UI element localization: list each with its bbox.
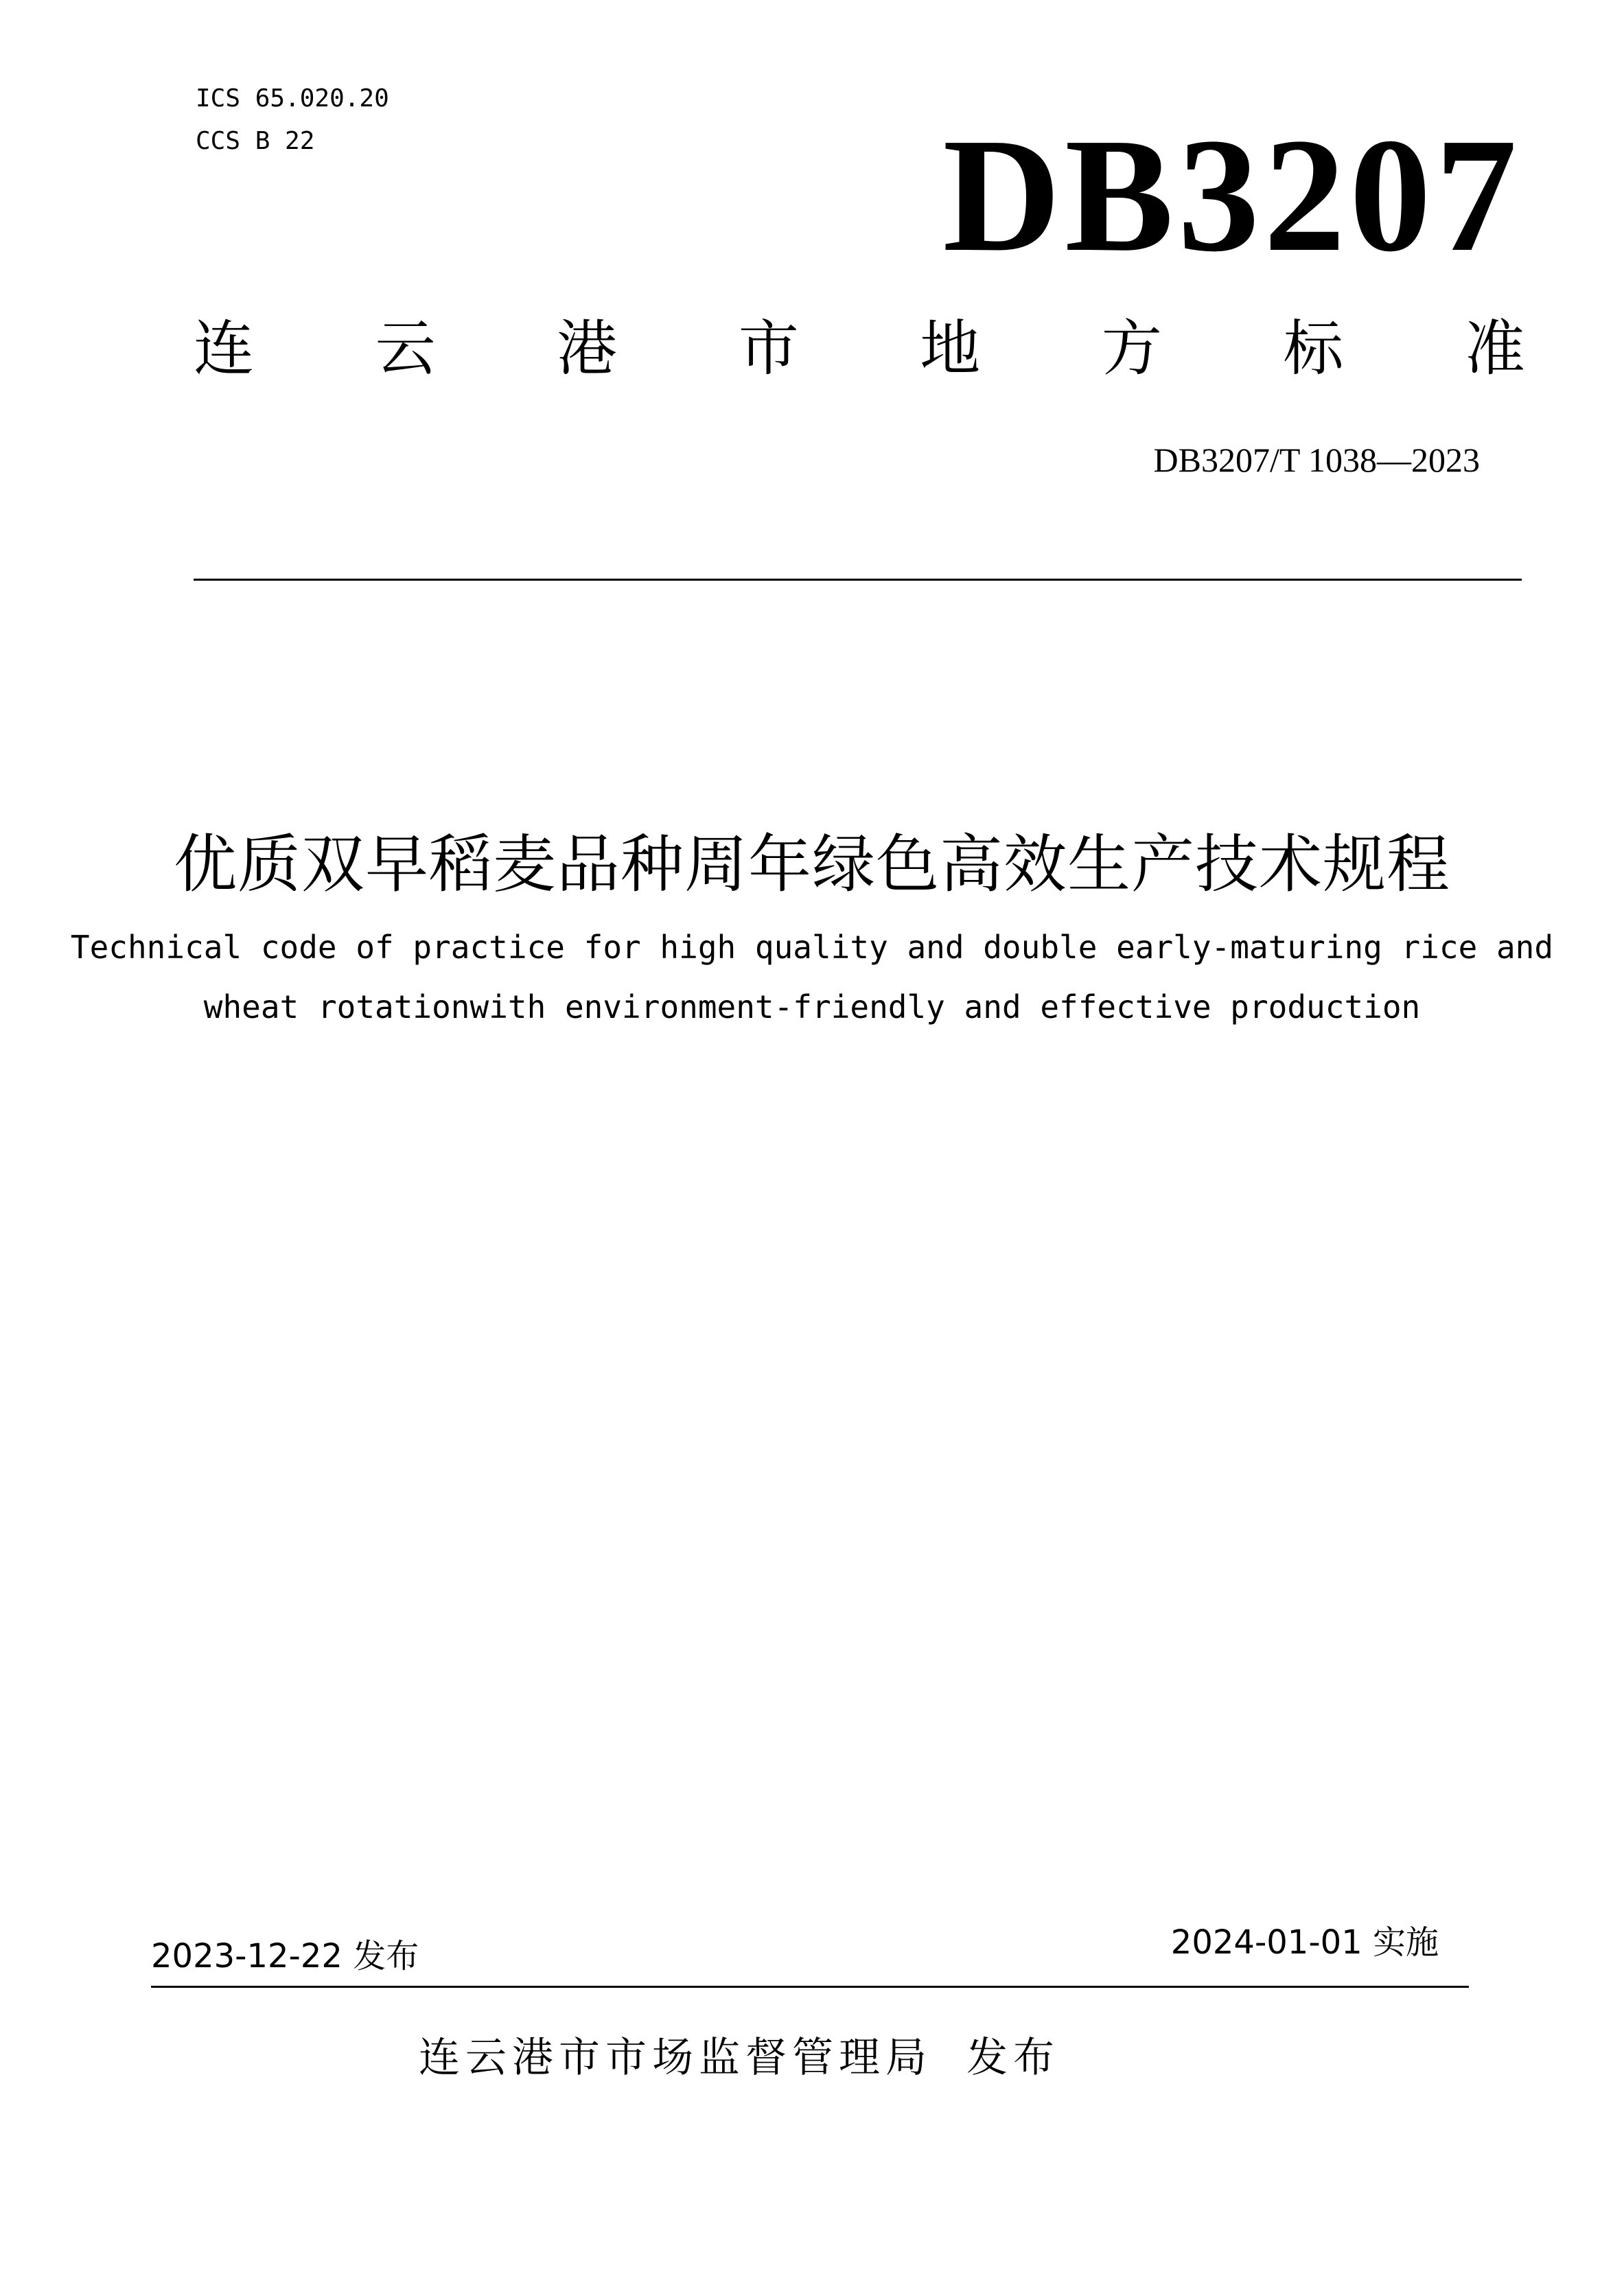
title-english-line-2: wheat rotationwith environment-friendly and effective production: [203, 988, 1421, 1025]
implement-date: 2024-01-01 实施: [1170, 1923, 1439, 1962]
standard-type-char: 市: [738, 313, 799, 384]
ics-code: ICS 65.020.20: [196, 84, 389, 113]
title-english-line-1: Technical code of practice for high quality and double early-maturing rice and: [70, 929, 1554, 966]
issuer-action: 发布: [966, 2034, 1060, 2082]
standard-type-char: 准: [1464, 313, 1525, 384]
publish-date: 2023-12-22 发布: [151, 1937, 419, 1975]
issuer-name: 连云港市市场监督管理局: [419, 2034, 932, 2082]
issuer-line: [419, 2032, 1060, 2084]
standard-type-char: 方: [1101, 313, 1162, 384]
standard-type-char: 云: [375, 313, 436, 384]
standard-type-char: 港: [557, 313, 618, 384]
standard-number: DB3207/T 1038—2023: [1153, 441, 1480, 479]
standard-type-char: 标: [1283, 313, 1344, 384]
brand-code: DB3207: [942, 105, 1521, 286]
standard-type-char: 地: [920, 313, 981, 384]
standard-type-char: 连: [194, 313, 255, 384]
title-chinese: 优质双早稻麦品种周年绿色高效生产技术规程: [173, 828, 1450, 901]
ccs-code: CCS B 22: [196, 127, 315, 155]
top-divider: [194, 579, 1522, 581]
standard-type-heading: [194, 314, 1525, 383]
bottom-divider: [151, 1986, 1469, 1988]
